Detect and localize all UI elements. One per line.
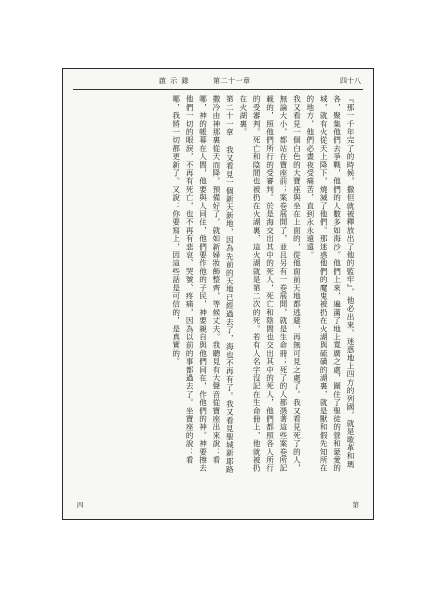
header-rule	[73, 89, 363, 90]
footer-right: 第	[352, 501, 359, 509]
book-page	[62, 68, 374, 520]
paragraph: 我又看見一個白色的大寶座與坐在上面的，從他面前天地都逃避，再無可見之處了。我又看見死了的人，無論大小，都站在寶座前；案卷展開了，並且另有一卷展開，就是生命冊；死了的人都憑著這些案卷所記載的，照他們所行的受審判。於是海交出其中的死人，死亡和陰間也交出其中的死人，他們都照各人所行的受審判。死亡和陰間也被扔在火湖裏，這火湖就是第二次的死。若有人名字沒記在生命冊上，他就被扔在火湖裏。	[238, 95, 302, 473]
chapter-label: 第二十一章	[213, 77, 251, 85]
paragraph: 第二十一章 我又看見一個新天新地，因為先前的天地已經過去了，海也不再有了。我又看見聖城新耶路撒冷由神那裏從天而降，預備好了，就如新婦妝飾整齊，等候丈夫。我聽見有大聲音從寶座出來說：看哪，神的帳幕在人間，他要與人同住，他們要作他的子民，神要親自與他們同在，作他們的神。神要擦去他們一切的眼淚，不再有死亡，也不再有悲哀、哭號、疼痛，因為以前的事都過去了。坐寶座的說：看哪，我將一切都更新了。又說：你要寫上，因這些話是可信的，是真實的。	[171, 95, 235, 474]
page-header	[63, 75, 373, 87]
book-title: 啟 示 錄	[159, 77, 190, 85]
paragraph: 『那一千年完了的時候，撒但就被釋放出了他的監牢』，他必出來，迷惑地上四方的列國，就是歌革和瑪各，聚集他們去爭戰，他們的人數多如海沙。他們上來，遍滿了地上寬廣之處，圍住了聖徒的營和蒙愛的城，就有火從天上降下，燒滅了他們。那迷惑他們的魔鬼被扔在火湖與硫磺的湖裏，就是獸和假先知所在的地方，他們必晝夜受痛苦，直到永永遠遠。	[305, 95, 355, 473]
footer-left: 四	[77, 501, 84, 509]
page-footer	[73, 499, 363, 511]
body-text	[79, 95, 357, 475]
page-number: 四十八	[340, 77, 361, 85]
